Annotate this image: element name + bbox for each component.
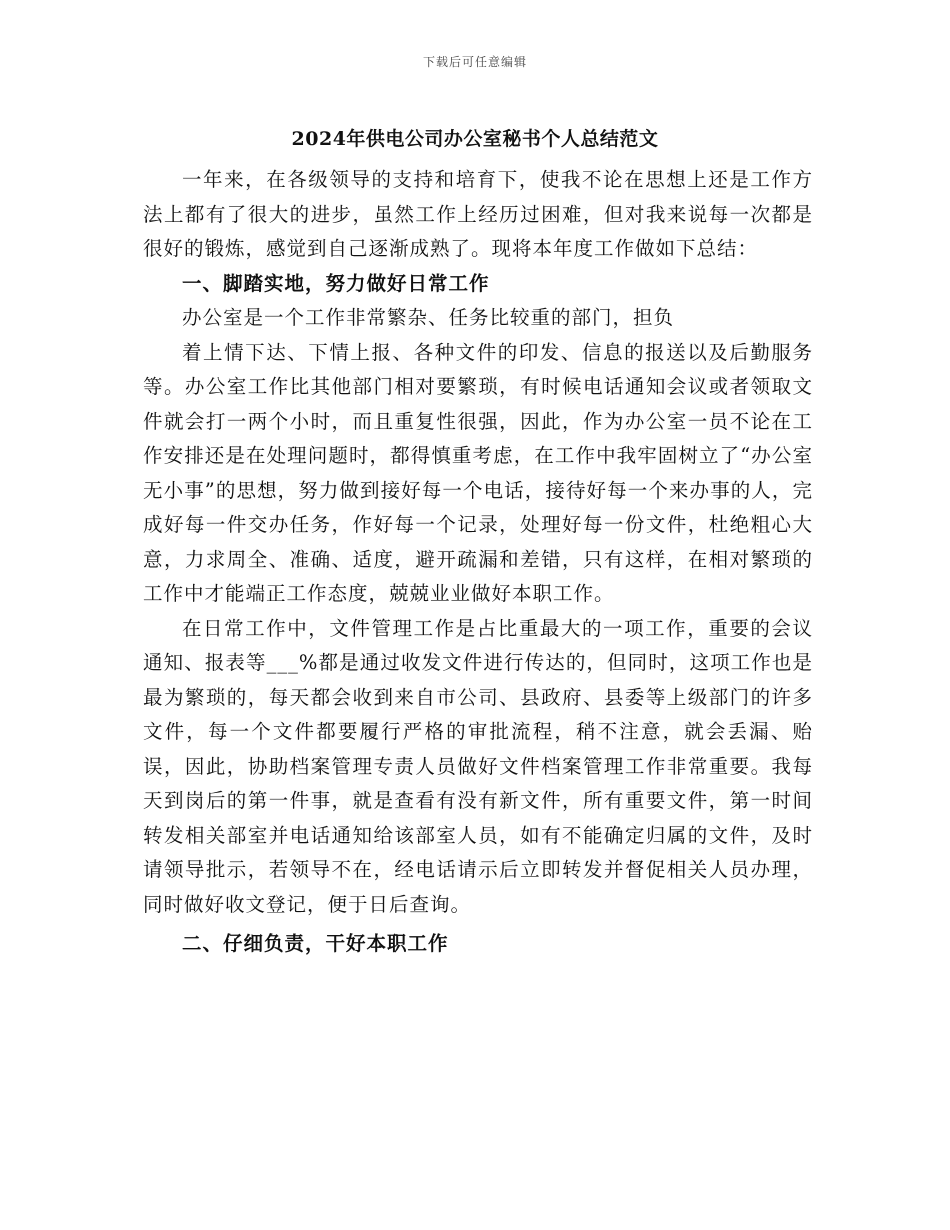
section-1-paragraph-1: 办公室是一个工作非常繁杂、任务比较重的部门，担负 [182,306,675,329]
document-body [143,163,813,962]
page-header-note: 下载后可任意编辑 [422,55,527,69]
section-1-heading: 一、脚踏实地，努力做好日常工作 [182,271,490,295]
intro-paragraph: 一年来，在各级领导的支持和培育下，使我不论在思想上还是工作方法上都有了很大的进步，虽然工作上经历过困难，但对我来说每一次都是很好的锻炼，感觉到自己逐渐成熟了。现将本年度工作做如下总结： [143,168,813,260]
section-1-paragraph-3: 在日常工作中，文件管理工作是占比重最大的一项工作，重要的会议通知、报表等___%都是通过收发文件进行传达的，但同时，这项工作也是最为繁琐的，每天都会收到来自市公司、县政府、县委等上级部门的许多文件，每一个文件都要履行严格的审批流程，稍不注意，就会丢漏、贻误，因此，协助档案管理专责人员做好文件档案管理工作非常重要。我每天到岗后的第一件事，就是查看有没有新文件，所有重要文件，第一时间转发相关部室并电话通知给该部室人员，如有不能确定归属的文件，及时请领导批示，若领导不在，经电话请示后立即转发并督促相关人员办理，同时做好收文登记，便于日后查询。 [143,616,813,916]
section-1-paragraph-2: 着上情下达、下情上报、各种文件的印发、信息的报送以及后勤服务等。办公室工作比其他部门相对要繁琐，有时候电话通知会议或者领取文件就会打一两个小时，而且重复性很强，因此，作为办公室一员不论在工作安排还是在处理问题时，都得慎重考虑，在工作中我牢固树立了“办公室无小事”的思想，努力做到接好每一个电话，接待好每一个来办事的人，完成好每一件交办任务，作好每一个记录，处理好每一份文件，杜绝粗心大意，力求周全、准确、适度，避开疏漏和差错，只有这样，在相对繁琐的工作中才能端正工作态度，兢兢业业做好本职工作。 [143,340,813,605]
section-2-heading: 二、仔细负责，干好本职工作 [182,932,449,955]
document-title: 2024年供电公司办公室秘书个人总结范文 [291,128,659,150]
